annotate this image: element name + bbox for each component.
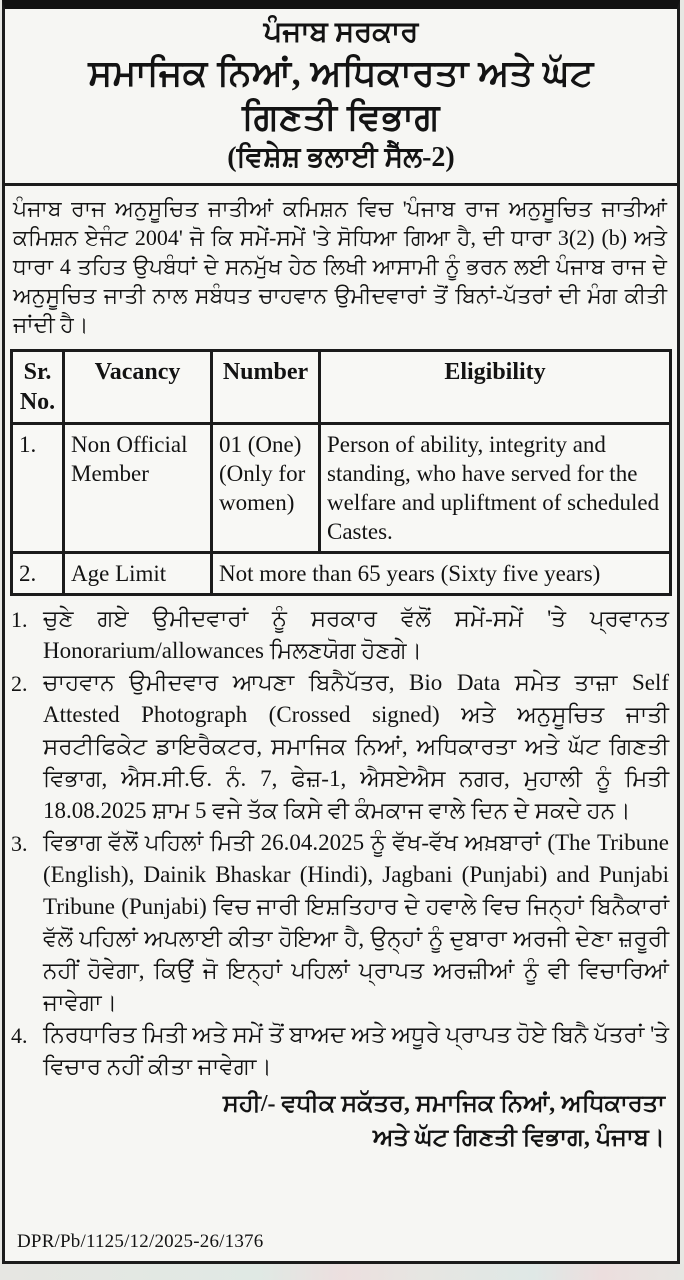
dept-title-line2: ਗਿਣਤੀ ਵਿਭਾਗ	[241, 97, 440, 137]
intro-paragraph: ਪੰਜਾਬ ਰਾਜ ਅਨੁਸੂਚਿਤ ਜਾਤੀਆਂ ਕਮਿਸ਼ਨ ਵਿਚ 'ਪੰਜਾਬ ਰਾਜ ਅਨੁਸੂਚਿਤ ਜਾਤੀਆਂ ਕਮਿਸ਼ਨ ਏਜੰਟ 2004' ਜੋ ਕਿ ਸਮੇਂ-ਸਮੇਂ 'ਤੇ ਸੋਧਿਆ ਗਿਆ ਹੈ, ਦੀ ਧਾਰਾ 3(2) (b) ਅਤੇ ਧਾਰਾ 4 ਤਹਿਤ ਉਪਬੰਧਾਂ ਦੇ ਸਨਮੁੱਖ ਹੇਠ ਲਿਖੀ ਆਸਾਮੀ ਨੂੰ ਭਰਨ ਲਈ ਪੰਜਾਬ ਰਾਜ ਦੇ ਅਨੁਸੂਚਿਤ ਜਾਤੀ ਨਾਲ ਸਬੰਧਤ ਚਾਹਵਾਨ ਉਮੀਦਵਾਰਾਂ ਤੋਂ ਬਿਨਾਂ-ਪੱਤਰਾਂ ਦੀ ਮੰਗ ਕੀਤੀ ਜਾਂਦੀ ਹੈ।	[13, 196, 667, 337]
notes-list	[5, 596, 677, 1083]
table-header-sr-no: Sr. No.	[12, 351, 64, 424]
note-item-4	[11, 1019, 669, 1083]
table-header-row	[12, 351, 671, 424]
vacancy-table	[10, 349, 672, 596]
header-section	[5, 9, 677, 186]
table-header-vacancy: Vacancy	[64, 351, 212, 424]
number-cell: 01 (One) (Only for women)	[212, 424, 320, 553]
note-item-1	[11, 603, 669, 667]
scan-artifact-strip	[0, 1264, 684, 1280]
note-number: 4.	[11, 1023, 28, 1048]
table-header-number: Number	[212, 351, 320, 424]
age-limit-value-cell: Not more than 65 years (Sixty five years)	[212, 553, 671, 595]
signature-line2: ਅਤੇ ਘੱਟ ਗਿਣਤੀ ਵਿਭਾਗ, ਪੰਜਾਬ।	[372, 1125, 665, 1151]
sr-no-cell: 2.	[12, 553, 64, 595]
table-row-vacancy	[12, 424, 671, 553]
note-text: ਚੁਣੇ ਗਏ ਉਮੀਦਵਾਰਾਂ ਨੂੰ ਸਰਕਾਰ ਵੱਲੋਂ ਸਮੇਂ-ਸਮੇਂ 'ਤੇ ਪ੍ਰਵਾਨਤ Honorarium/allowances ਮਿਲਣਯੋਗ ਹੋਣਗੇ।	[43, 606, 669, 663]
age-limit-label-cell: Age Limit	[64, 553, 212, 595]
govt-title: ਪੰਜਾਬ ਸਰਕਾਰ	[263, 16, 419, 48]
dept-title-line1: ਸਮਾਜਿਕ ਨਿਆਂ, ਅਧਿਕਾਰਤਾ ਅਤੇ ਘੱਟ	[88, 53, 594, 93]
note-text: ਵਿਭਾਗ ਵੱਲੋਂ ਪਹਿਲਾਂ ਮਿਤੀ 26.04.2025 ਨੂੰ ਵੱਖ-ਵੱਖ ਅਖ਼ਬਾਰਾਂ (The Tribune (English), Dainik Bhaskar (Hindi), Jagbani (Punjabi) and Punjabi Tribune (Punjabi) ਵਿਚ ਜਾਰੀ ਇਸ਼ਤਿਹਾਰ ਦੇ ਹਵਾਲੇ ਵਿਚ ਜਿਨ੍ਹਾਂ ਬਿਨੈਕਾਰਾਂ ਵੱਲੋਂ ਪਹਿਲਾਂ ਅਪਲਾਈ ਕੀਤਾ ਹੋਇਆ ਹੈ, ਉਨ੍ਹਾਂ ਨੂੰ ਦੁਬਾਰਾ ਅਰਜੀ ਦੇਣਾ ਜ਼ਰੂਰੀ ਨਹੀਂ ਹੋਵੇਗਾ, ਕਿਉਂ ਜੋ ਇਨ੍ਹਾਂ ਪਹਿਲਾਂ ਪ੍ਰਾਪਤ ਅਰਜ਼ੀਆਂ ਨੂੰ ਵੀ ਵਿਚਾਰਿਆਂ ਜਾਵੇਗਾ।	[43, 830, 669, 1015]
note-number: 3.	[11, 831, 28, 856]
note-number: 2.	[11, 671, 28, 696]
note-text: ਚਾਹਵਾਨ ਉਮੀਦਵਾਰ ਆਪਣਾ ਬਿਨੈਪੱਤਰ, Bio Data ਸਮੇਤ ਤਾਜ਼ਾ Self Attested Photograph (Crossed signed) ਅਤੇ ਅਨੁਸੂਚਿਤ ਜਾਤੀ ਸਰਟੀਫਿਕੇਟ ਡਾਇਰੈਕਟਰ, ਸਮਾਜਿਕ ਨਿਆਂ, ਅਧਿਕਾਰਤਾ ਅਤੇ ਘੱਟ ਗਿਣਤੀ ਵਿਭਾਗ, ਐਸ.ਸੀ.ਓ. ਨੰ. 7, ਫੇਜ਼-1, ਐਸਏਐਸ ਨਗਰ, ਮੁਹਾਲੀ ਨੂੰ ਮਿਤੀ 18.08.2025 ਸ਼ਾਮ 5 ਵਜੇ ਤੱਕ ਕਿਸੇ ਵੀ ਕੰਮਕਾਜ ਵਾਲੇ ਦਿਨ ਦੇ ਸਕਦੇ ਹਨ।	[43, 670, 669, 823]
table-row-age-limit	[12, 553, 671, 595]
notice-document	[2, 0, 680, 1264]
dpr-reference-number: DPR/Pb/1125/12/2025-26/1376	[17, 1231, 264, 1252]
sr-no-cell: 1.	[12, 424, 64, 553]
note-item-3	[11, 827, 669, 1019]
signature-block	[5, 1083, 677, 1155]
table-header-eligibility: Eligibility	[320, 351, 671, 424]
note-number: 1.	[11, 607, 28, 632]
eligibility-cell: Person of ability, integrity and standing, who have served for the welfare and upliftment of scheduled Castes.	[320, 424, 671, 553]
note-item-2	[11, 667, 669, 827]
vacancy-cell: Non Official Member	[64, 424, 212, 553]
note-text: ਨਿਰਧਾਰਿਤ ਮਿਤੀ ਅਤੇ ਸਮੇਂ ਤੋਂ ਬਾਅਦ ਅਤੇ ਅਧੂਰੇ ਪ੍ਰਾਪਤ ਹੋਏ ਬਿਨੈ ਪੱਤਰਾਂ 'ਤੇ ਵਿਚਾਰ ਨਹੀਂ ਕੀਤਾ ਜਾਵੇਗਾ।	[43, 1022, 669, 1079]
welfare-cell-subtitle: (ਵਿਸ਼ੇਸ਼ ਭਲਾਈ ਸੈੱਲ-2)	[227, 142, 455, 173]
signature-line1: ਸਹੀ/- ਵਧੀਕ ਸਕੱਤਰ, ਸਮਾਜਿਕ ਨਿਆਂ, ਅਧਿਕਾਰਤਾ	[222, 1091, 665, 1117]
